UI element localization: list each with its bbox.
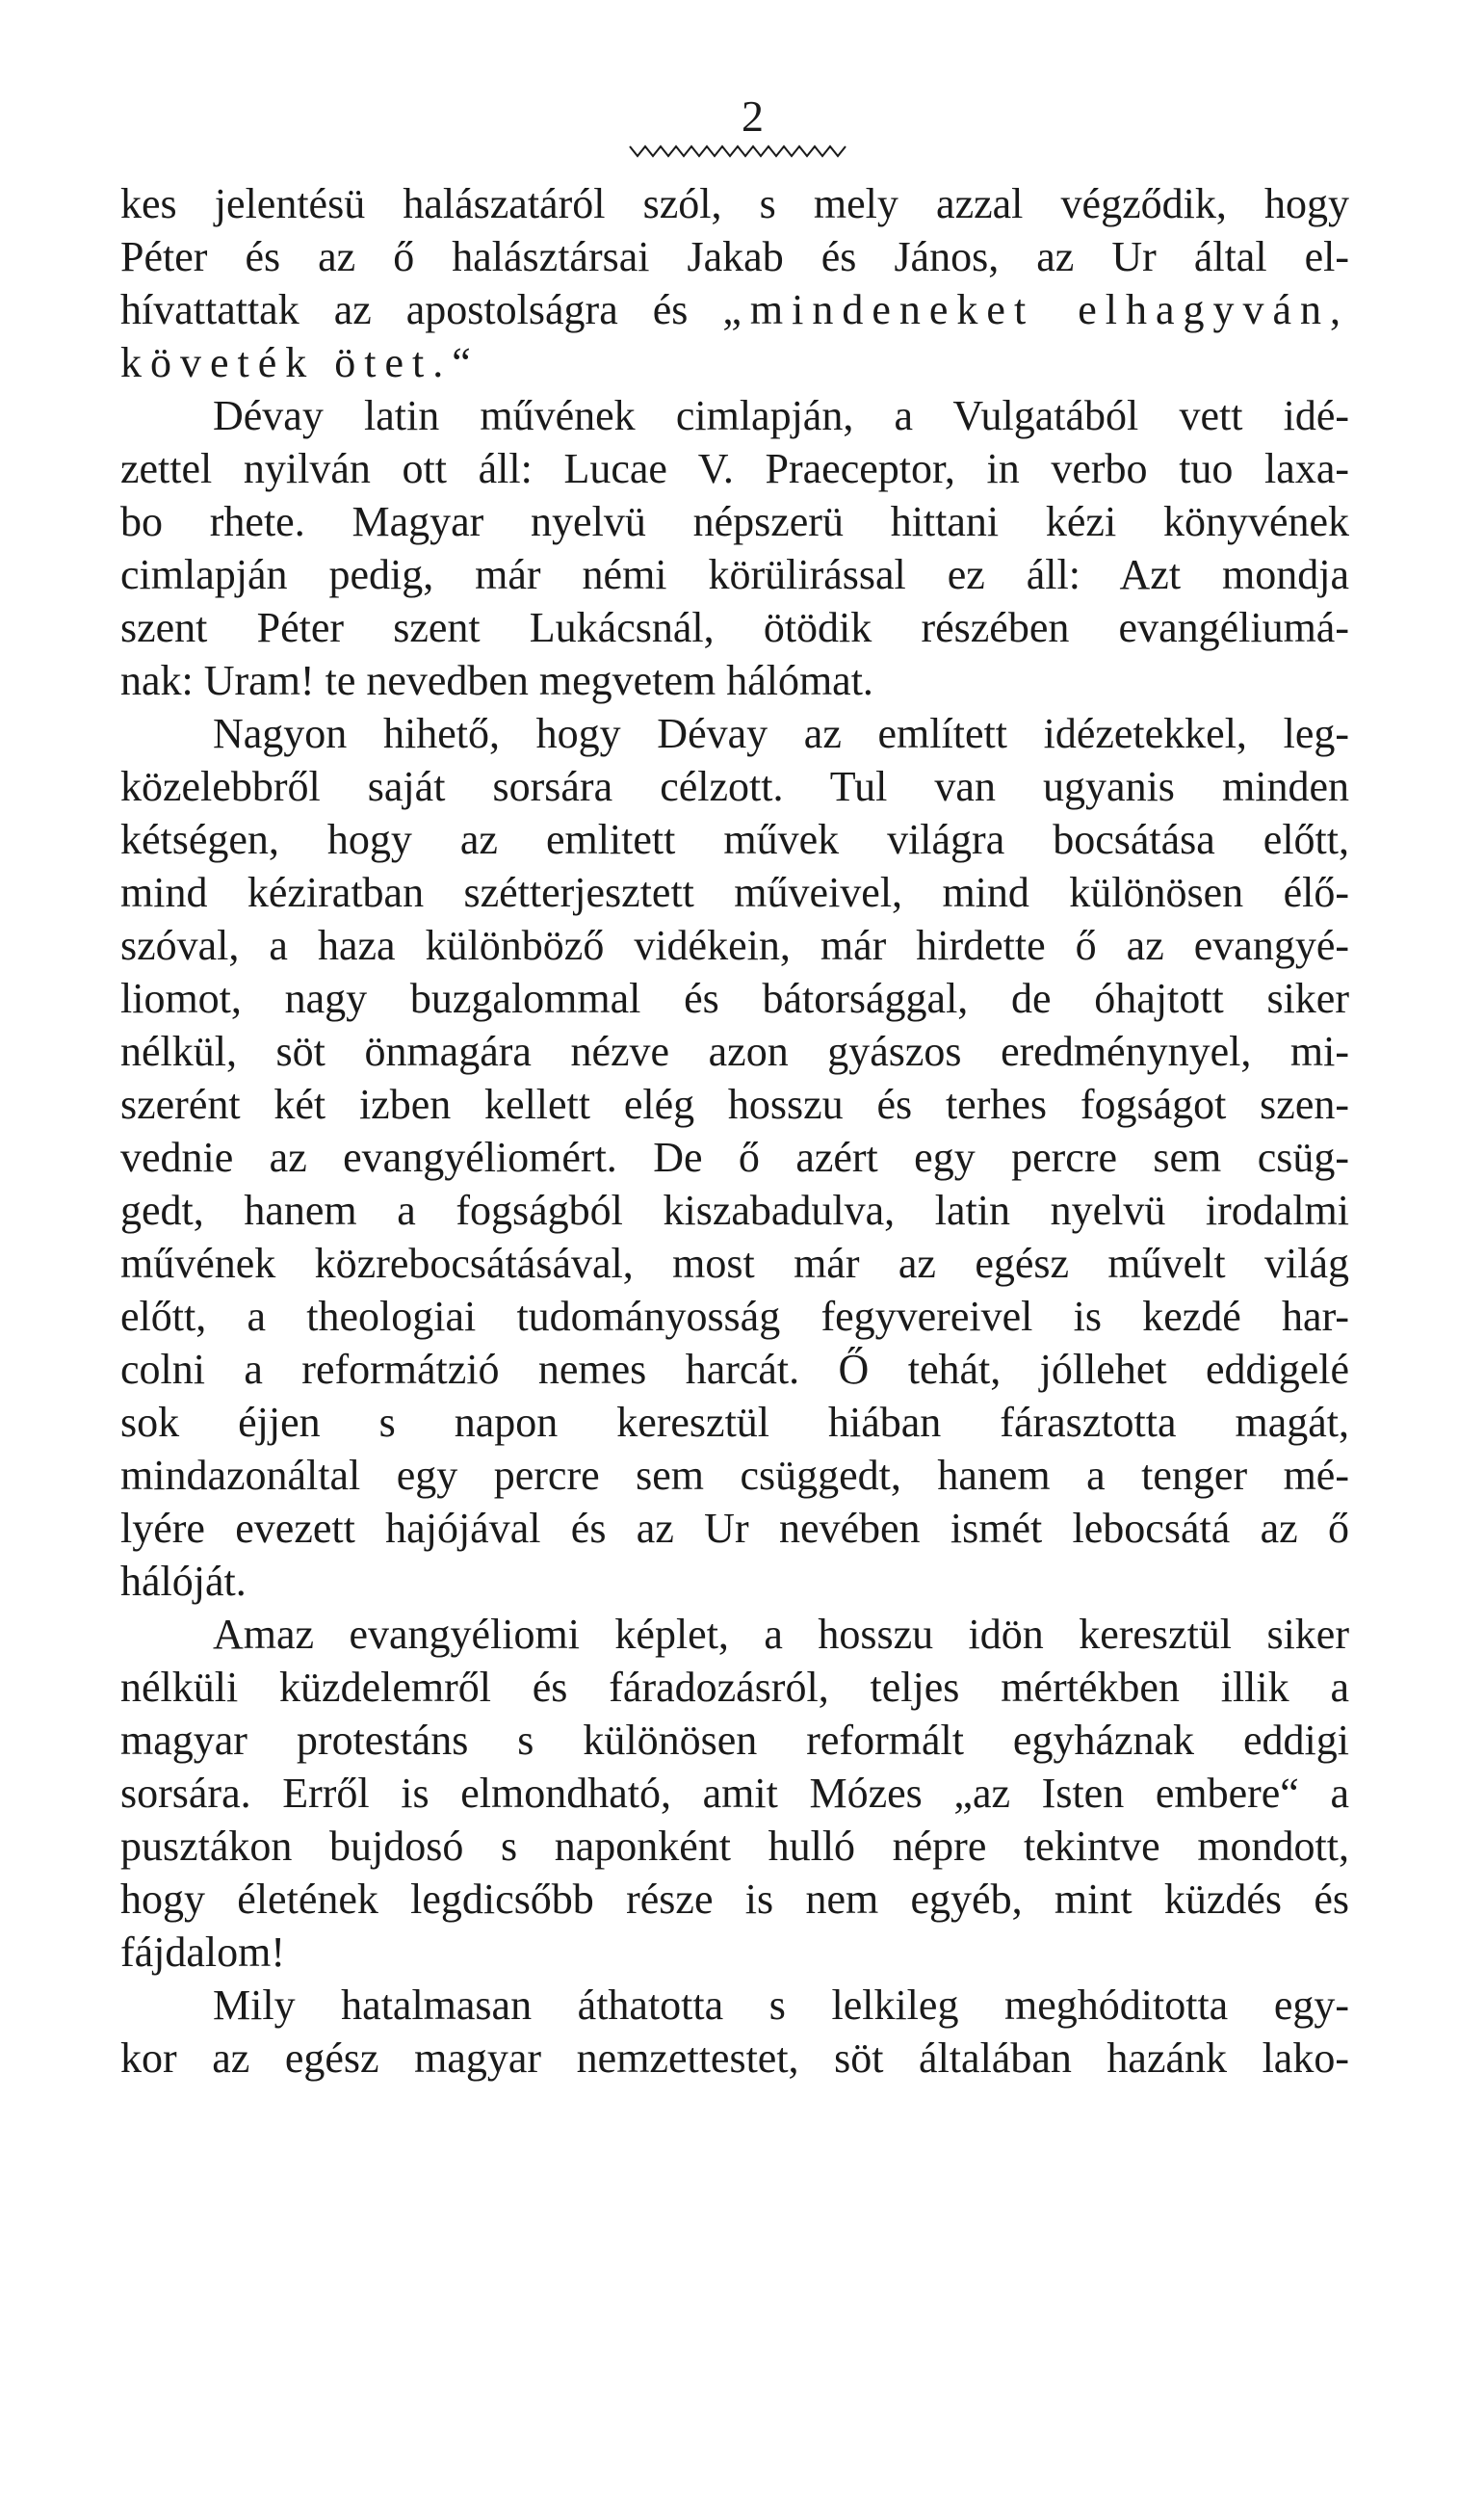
text-line: cimlapján pedig, már némi körülirással ez áll: Azt mondja — [120, 551, 1349, 598]
paragraph-first-line: Amaz evangyéliomi képlet, a hosszu idön keresztül siker — [213, 1611, 1349, 1658]
paragraph-first-line: Nagyon hihető, hogy Dévay az említett idézetekkel, leg- — [213, 710, 1349, 757]
text-line: művének közrebocsátásával, most már az egész művelt világ — [120, 1240, 1349, 1287]
text-line: zettel nyilván ott áll: Lucae V. Praeceptor, in verbo tuo laxa- — [120, 445, 1349, 492]
body-text — [120, 177, 1349, 2085]
paragraph-first-line: Dévay latin művének cimlapján, a Vulgatából vett idé- — [213, 392, 1349, 439]
text-line: közelebbről saját sorsára célzott. Tul van ugyanis minden — [120, 763, 1349, 810]
text-line: sok éjjen s napon keresztül hiában fárasztotta magát, — [120, 1399, 1349, 1446]
text-line: Péter és az ő halásztársai Jakab és János, az Ur által el- — [120, 233, 1349, 280]
text-line — [120, 336, 1349, 389]
text-line: liomot, nagy buzgalommal és bátorsággal, de óhajtott siker — [120, 975, 1349, 1022]
text-line: hogy életének legdicsőbb része is nem egyéb, mint küzdés és — [120, 1876, 1349, 1923]
emphasized-text: követék ötet. — [120, 339, 453, 386]
text-line: gedt, hanem a fogságból kiszabadulva, latin nyelvü irodalmi — [120, 1187, 1349, 1234]
text-line — [120, 283, 1349, 336]
text-line: szerént két izben kellett elég hosszu és terhes fogságot szen- — [120, 1081, 1349, 1128]
text-line: kétségen, hogy az emlitett művek világra bocsátása előtt, — [120, 816, 1349, 863]
text-line: kes jelentésü halászatáról szól, s mely azzal végződik, hogy — [120, 180, 1349, 227]
text-line: colni a reformátzió nemes harcát. Ő tehát, jóllehet eddigelé — [120, 1346, 1349, 1393]
text-run: hívattattak az apostolságra és — [120, 286, 723, 333]
paragraph-first-line: Mily hatalmasan áthatotta s lelkileg meghóditotta egy- — [213, 1981, 1349, 2029]
text-line: nélkül, söt önmagára nézve azon gyászos eredménynyel, mi- — [120, 1028, 1349, 1075]
text-run: “ — [452, 339, 471, 386]
text-line: előtt, a theologiai tudományosság fegyvereivel is kezdé har- — [120, 1293, 1349, 1340]
emphasized-text: „mindeneket elhagyván, — [722, 286, 1350, 333]
text-line: kor az egész magyar nemzettestet, söt általában hazánk lako- — [120, 2034, 1349, 2082]
text-line: vednie az evangyéliomért. De ő azért egy percre sem csüg- — [120, 1134, 1349, 1181]
text-line: mindazonáltal egy percre sem csüggedt, hanem a tenger mé- — [120, 1452, 1349, 1499]
text-line: pusztákon bujdosó s naponként hulló népre tekintve mondott, — [120, 1823, 1349, 1870]
page-number — [0, 94, 1484, 139]
text-line: nak: Uram! te nevedben megvetem hálómat. — [120, 657, 873, 704]
text-line: bo rhete. Magyar nyelvü népszerü hittani kézi könyvének — [120, 498, 1349, 545]
text-line: magyar protestáns s különösen reformált egyháznak eddigi — [120, 1717, 1349, 1764]
page-number-text: 2 — [742, 92, 764, 141]
text-line: mind kéziratban szétterjesztett műveivel, mind különösen élő- — [120, 869, 1349, 916]
text-line: hálóját. — [120, 1558, 247, 1605]
text-line: sorsára. Erről is elmondható, amit Mózes „az Isten embere“ a — [120, 1770, 1349, 1817]
text-line: lyére evezett hajójával és az Ur nevében ismét lebocsátá az ő — [120, 1505, 1349, 1552]
wavy-ornament — [628, 141, 849, 162]
text-line: fájdalom! — [120, 1929, 286, 1976]
text-line: szóval, a haza különböző vidékein, már hirdette ő az evangyé- — [120, 922, 1349, 969]
text-line: szent Péter szent Lukácsnál, ötödik részében evangéliumá- — [120, 604, 1349, 651]
text-line: nélküli küzdelemről és fáradozásról, teljes mértékben illik a — [120, 1664, 1349, 1711]
